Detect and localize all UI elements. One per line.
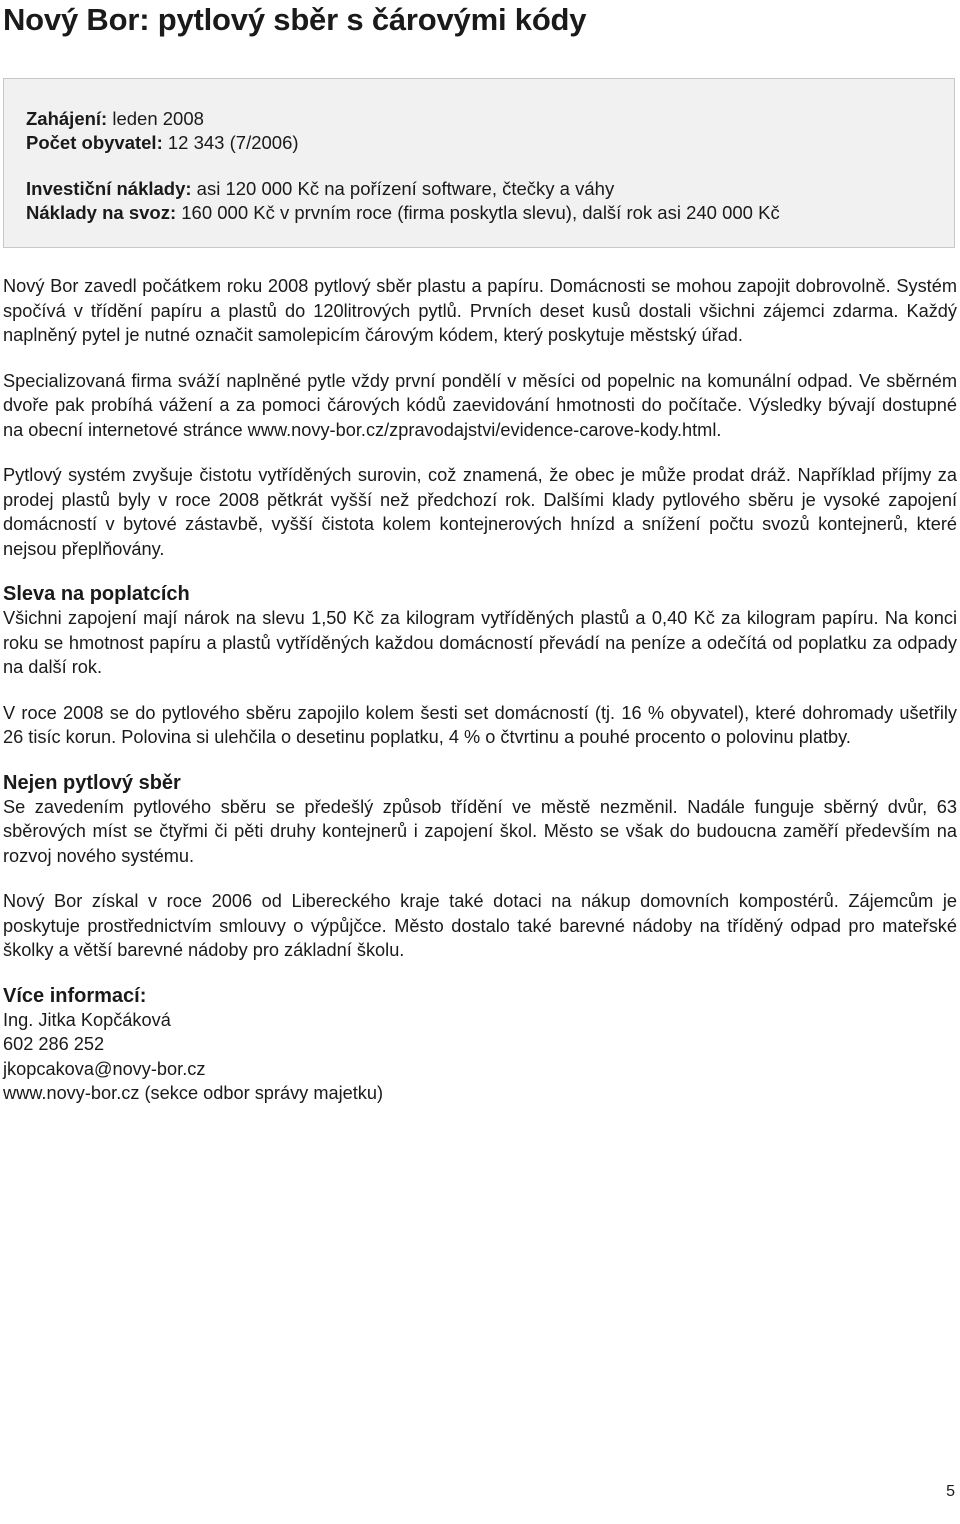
paragraph-benefits: Pytlový systém zvyšuje čistotu vytříděných surovin, což znamená, že obec je může prodat dráž. Například příjmy za prodej plastů byly v roce 2008 pětkrát vyšší než předchozí rok. Dalšími klady pytlového sběru je vysoké zapojení domácností v bytové zástavbě, vyšší čistota kolem kontejnerových hnízd a snížení počtu svozů kontejnerů, které nejsou přeplňovány. <box>3 465 957 559</box>
heading-discount: Sleva na poplatcích <box>3 583 190 605</box>
paragraph-discount-rates: Všichni zapojení mají nárok na slevu 1,50 Kč za kilogram vytříděných plastů a 0,40 Kč za kilogram papíru. Na konci roku se hmotnost papíru a plastů vytříděných každou domácností převádí na peníze a odečítá od poplatku za odpady na další rok. <box>3 608 957 677</box>
paragraph-collection: Specializovaná firma sváží naplněné pytle vždy první pondělí v měsíci od popelnic na komunální odpad. Ve sběrném dvoře pak probíhá vážení a za pomoci čárových kódů zaevidování hmotnosti do počítače. Výsledky bývají dostupné na obecní internetové stránce www.novy-bor.cz/zpravodajstvi/evidence-carove-kody.html. <box>3 370 957 440</box>
page-number: 5 <box>946 1483 955 1500</box>
info-investment <box>26 177 954 201</box>
info-investment-value: asi 120 000 Kč na pořízení software, čtečky a váhy <box>191 178 615 199</box>
page-title: Nový Bor: pytlový sběr s čárovými kódy <box>3 2 587 37</box>
contact-name: Ing. Jitka Kopčáková <box>3 1009 171 1030</box>
paragraph-more-collection: Se zavedením pytlového sběru se předešlý způsob třídění ve městě nezměnil. Nadále funguje sběrný dvůr, 63 sběrových míst se čtyřmi či pěti druhy kontejnerů i zapojení škol. Město se však do budoucna zaměří především na rozvoj nového systému. <box>3 796 957 866</box>
info-population-label: Počet obyvatel: <box>26 132 163 153</box>
paragraph-composters: Nový Bor získal v roce 2006 od Libereckého kraje také dotaci na nákup domovních kompostérů. Zájemcům je poskytuje prostřednictvím smlouvy o výpůjčce. Město dostalo také barevné nádoby na tříděný odpad pro mateřské školky a větší barevné nádoby pro základní školu. <box>3 891 957 960</box>
info-collection-label: Náklady na svoz: <box>26 202 177 223</box>
contact-email[interactable]: jkopcakova@novy-bor.cz <box>3 1058 206 1079</box>
heading-contact: Více informací: <box>3 984 147 1007</box>
contact-phone: 602 286 252 <box>3 1034 105 1054</box>
info-investment-label: Investiční náklady: <box>26 178 192 199</box>
paragraph-intro: Nový Bor zavedl počátkem roku 2008 pytlový sběr plastu a papíru. Domácnosti se mohou zapojit dobrovolně. Systém spočívá v třídění papíru a plastů do 120litrových pytlů. Prvních deset kusů dostali všichni zájemci zdarma. Každý naplněný pytel je nutné označit samolepicím čárovým kódem, který poskytuje městský úřad. <box>3 276 957 345</box>
info-box <box>3 78 955 248</box>
info-spacer <box>26 155 954 177</box>
info-collection-value: 160 000 Kč v prvním roce (firma poskytla slevu), další rok asi 240 000 Kč <box>176 202 780 223</box>
contact-web[interactable]: www.novy-bor.cz (sekce odbor správy majetku) <box>3 1083 384 1103</box>
info-collection <box>26 201 954 225</box>
paragraph-discount-results: V roce 2008 se do pytlového sběru zapojilo kolem šesti set domácností (tj. 16 % obyvatel), které dohromady ušetřily 26 tisíc korun. Polovina si ulehčila o desetinu poplatku, 4 % o čtvrtinu a pouhé procento o polovinu platby. <box>3 702 957 747</box>
info-start-label: Zahájení: <box>26 108 108 129</box>
heading-more: Nejen pytlový sběr <box>3 771 181 794</box>
info-start <box>26 107 954 131</box>
info-start-value: leden 2008 <box>107 108 204 129</box>
info-population <box>26 131 954 155</box>
info-population-value: 12 343 (7/2006) <box>162 132 299 153</box>
article-body <box>3 274 957 1106</box>
